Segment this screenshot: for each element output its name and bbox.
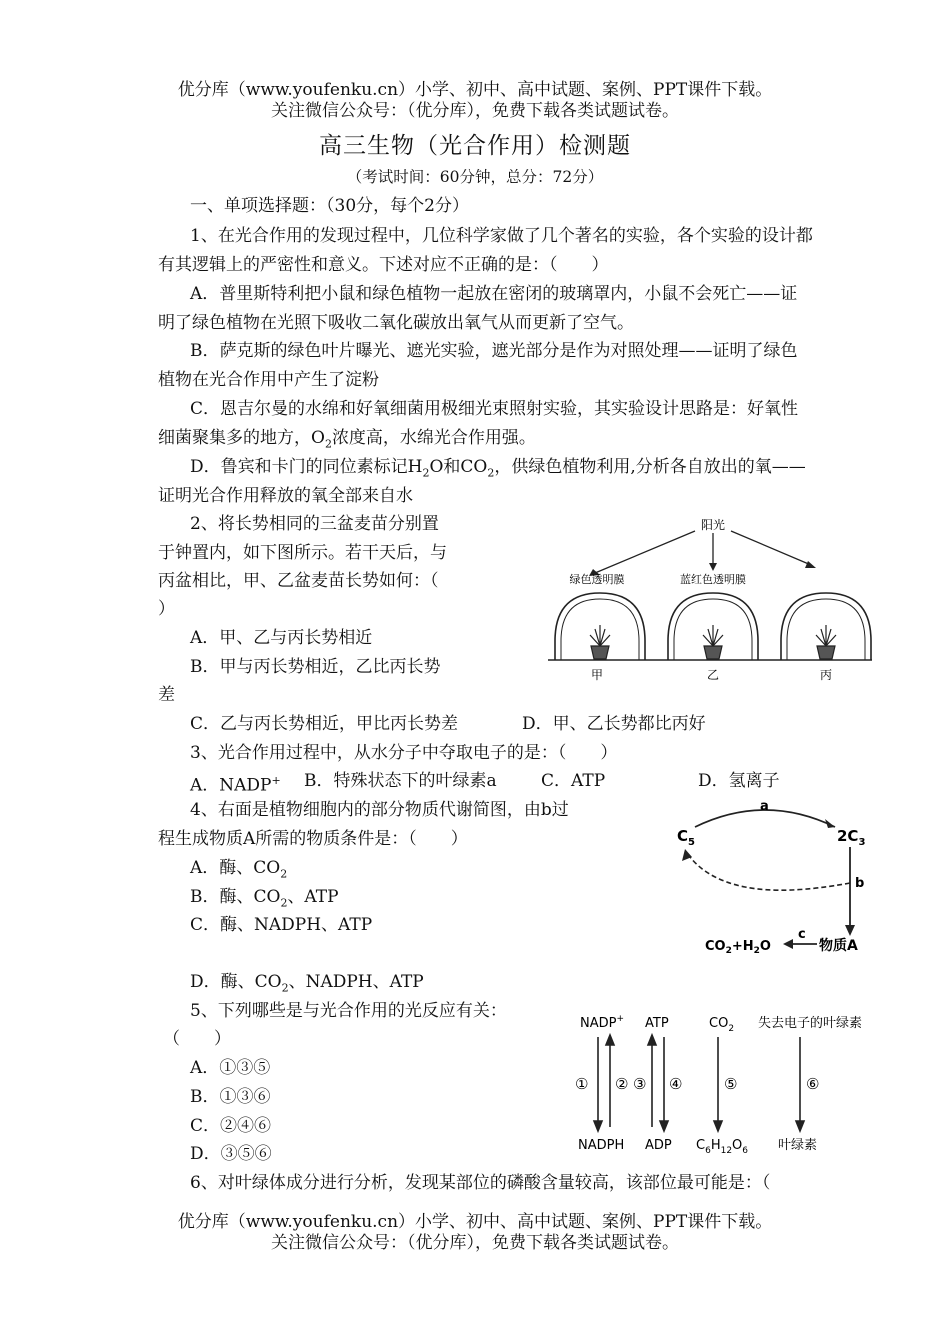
q2-option-a: A．甲、乙与丙长势相近 [190,628,373,648]
q1-stem-cont: 有其逻辑上的严密性和意义。下述对应不正确的是：（ ） [158,255,609,275]
label-c: c [798,927,806,942]
adp-label: ADP [645,1138,672,1153]
arrow-b-head [845,925,855,936]
substance-a-label: 物质A [819,938,858,954]
q5-option-d: D．③⑤⑥ [190,1144,272,1164]
footer-line-1: 优分库（www.youfenku.cn）小学、初中、高中试题、案例、PPT课件下载。 [177,1212,773,1232]
num-4: ④ [669,1075,683,1093]
pot-bing-label: 丙 [819,668,833,682]
q3-option-c: C．ATP [541,771,606,791]
q2-stem-cont1: 于钟置内，如下图所示。若干天后，与 [158,543,447,563]
sun-arrow-left [595,531,695,573]
arrow-3-head [648,1035,656,1045]
q4-stem: 4、右面是植物细胞内的部分物质代谢简图，由b过 [190,800,569,820]
sun-label: 阳光 [700,518,726,532]
q3-stem: 3、光合作用过程中，从水分子中夺取电子的是：（ ） [190,743,618,763]
q1-option-a-cont: 明了绿色植物在光照下吸收二氧化碳放出氧气从而更新了空气。 [158,313,634,333]
num-1: ① [575,1075,589,1093]
q2-stem: 2、将长势相同的三盆麦苗分别置 [190,514,439,534]
co2-h2o-label: $CO_2+H_2O$ [705,939,771,956]
arrow-4-head [660,1121,668,1131]
header-line-1: 优分库（www.youfenku.cn）小学、初中、高中试题、案例、PPT课件下载。 [177,80,773,100]
plant-bing [816,625,836,659]
arrow-a-head [825,819,835,828]
chlorophyll-label: 叶绿素 [778,1138,818,1153]
arrow-6-head [796,1121,804,1131]
q5-paren: （ ） [163,1029,231,1049]
glucose-label: $C_6H_{12}O_6$ [696,1138,749,1156]
q5-option-a: A．①③⑤ [190,1058,271,1078]
pot-jia-label: 甲 [590,668,604,682]
page-subtitle: （考试时间：60分钟，总分：72分） [346,168,604,186]
arrow-1-head [594,1121,602,1131]
footer-line-2: 关注微信公众号：（优分库），免费下载各类试题试卷。 [271,1233,679,1253]
arrow-5-head [714,1121,722,1131]
q2-greenhouse-figure [545,513,875,688]
num-3: ③ [633,1075,647,1093]
q4-option-d: D．酶、$CO_2$、NADPH、ATP [190,972,424,995]
num-2: ② [615,1075,629,1093]
q5-stem: 5、下列哪些是与光合作用的光反应有关： [190,1001,507,1021]
q1-option-b: B．萨克斯的绿色叶片曝光、遮光实验，遮光部分是作为对照处理——证明了绿色 [190,341,798,361]
q3-option-a: A．NADP+ [190,774,281,796]
q4-option-c: C．酶、NADPH、ATP [190,915,373,935]
arrow-2-head [606,1035,614,1045]
q2-option-b: B．甲与丙长势相近，乙比丙长势 [190,657,441,677]
num-5: ⑤ [724,1075,738,1093]
c5-label: $C_5$ [677,827,695,848]
q1-stem: 1、在光合作用的发现过程中，几位科学家做了几个著名的实验，各个实验的设计都 [190,226,813,246]
nadph-label: NADPH [578,1138,625,1153]
atp-label: ATP [645,1016,669,1031]
q1-option-b-cont: 植物在光合作用中产生了淀粉 [158,370,379,390]
q2-stem-cont3: ） [158,599,175,619]
q3-option-b: B．特殊状态下的叶绿素a [304,771,497,791]
plant-yi [703,625,723,659]
header-line-2: 关注微信公众号：（优分库），免费下载各类试题试卷。 [271,101,679,121]
q4-stem-cont: 程生成物质A所需的物质条件是：（ ） [158,829,468,849]
q2-stem-cont2: 丙盆相比，甲、乙盆麦苗长势如何：（ [158,571,439,591]
pot-yi-label: 乙 [706,668,720,682]
co2-label: $CO_2$ [709,1016,735,1034]
q5-reaction-figure [572,1005,892,1160]
lost-electron-chl-label: 失去电子的叶绿素 [758,1016,863,1031]
nadp-label: NADP+ [580,1014,625,1031]
q2-option-c: C．乙与丙长势相近，甲比丙长势差 [190,714,459,734]
sun-arrow-right [731,531,811,565]
q4-option-a: A．酶、$CO_2$ [190,858,288,881]
q1-option-c-cont: 细菌聚集多的地方，$O_2$浓度高，水绵光合作用强。 [158,428,536,451]
arrow-return-head [682,849,692,861]
label-a: a [760,799,769,814]
plant-jia [590,625,610,659]
q1-option-c: C．恩吉尔曼的水绵和好氧细菌用极细光束照射实验，其实验设计思路是：好氧性 [190,399,799,419]
q4-option-b: B．酶、$CO_2$、ATP [190,887,339,910]
q6-stem: 6、对叶绿体成分进行分析，发现某部位的磷酸含量较高，该部位最可能是：（ [190,1173,771,1193]
q1-option-d: D．鲁宾和卡门的同位素标记$H_2O$和$CO_2$，供绿色植物利用,分析各自放出的氧—— [190,457,806,480]
label-b: b [855,876,865,891]
arrow-return [687,853,850,890]
q4-metabolism-figure [665,795,885,965]
q1-option-d-cont: 证明光合作用释放的氧全部来自水 [158,486,413,506]
arrow-c-head [783,939,793,949]
c3-label: $2C_3$ [837,827,866,848]
q1-option-a: A．普里斯特利把小鼠和绿色植物一起放在密闭的玻璃罩内，小鼠不会死亡——证 [190,284,798,304]
page-title: 高三生物（光合作用）检测题 [319,133,631,159]
q5-option-b: B．①③⑥ [190,1087,271,1107]
num-6: ⑥ [806,1075,820,1093]
q5-option-c: C．②④⑥ [190,1116,272,1136]
film-green-label: 绿色透明膜 [569,573,625,586]
q3-option-d: D．氢离子 [698,771,780,791]
section-heading: 一、单项选择题：（30分，每个2分） [190,196,469,216]
film-bluered-label: 蓝红色透明膜 [680,573,746,586]
q2-option-d: D．甲、乙长势都比丙好 [522,714,706,734]
q2-option-b-cont: 差 [158,685,175,705]
